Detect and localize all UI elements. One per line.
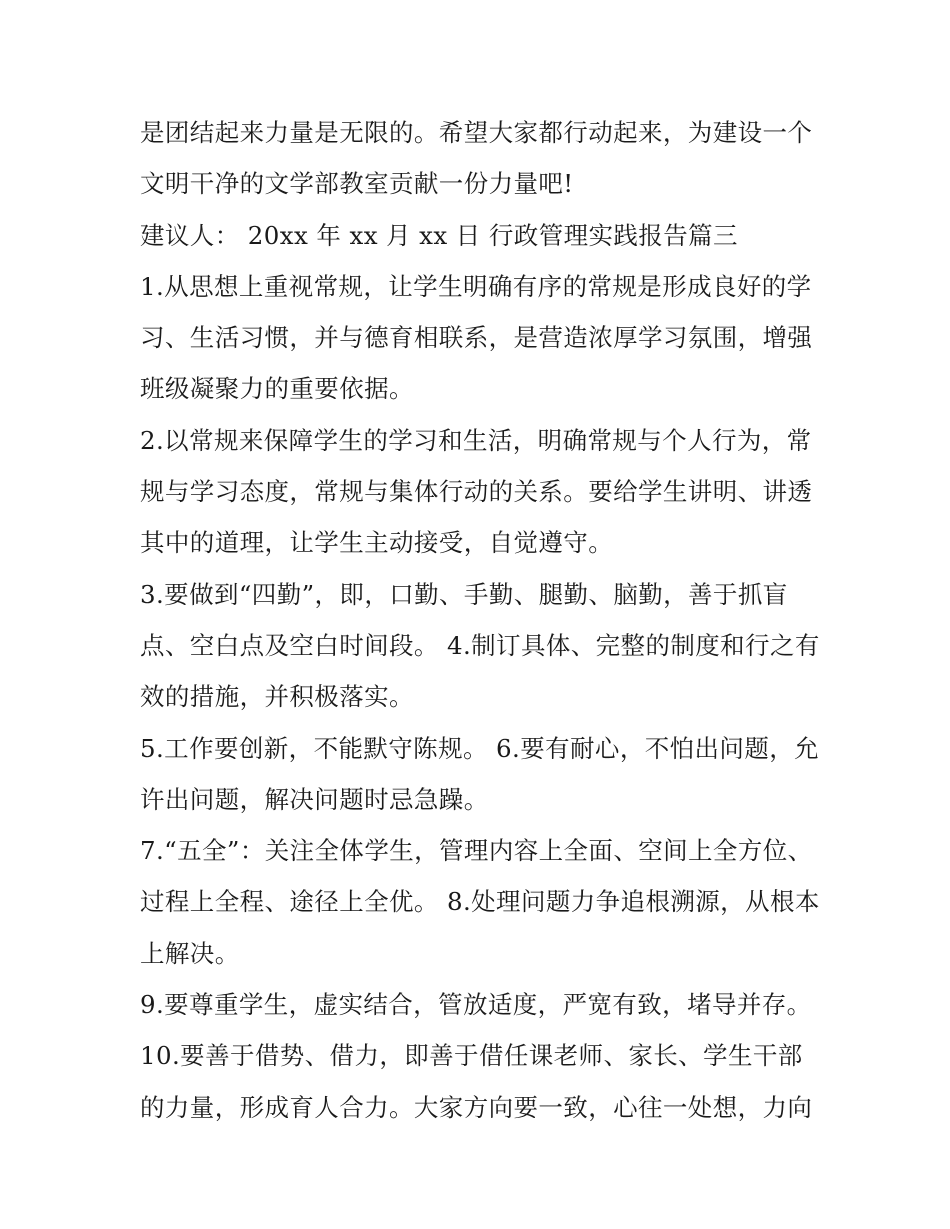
text-line: 2.以常规来保障学生的学习和生活，明确常规与个人行为，常 (140, 425, 812, 455)
text-line: 许出问题，解决问题时忌急躁。 (140, 784, 489, 814)
text-line: 9.要尊重学生，虚实结合，管放适度，严宽有致，堵导并存。 (140, 990, 812, 1020)
text-line: 过程上全程、途径上全优。 8.处理问题力争追根溯源，从根本 (140, 887, 820, 917)
text-line: 是团结起来力量是无限的。希望大家都行动起来，为建设一个 (140, 118, 813, 147)
text-line: 5.工作要创新，不能默守陈规。 6.要有耐心，不怕出问题，允 (140, 733, 820, 763)
document-body (140, 107, 820, 1133)
text-line: 班级凝聚力的重要依据。 (140, 374, 414, 404)
text-line: 上解决。 (140, 938, 240, 968)
text-line: 点、空白点及空白时间段。 4.制订具体、完整的制度和行之有 (140, 630, 820, 660)
text-line: 1.从思想上重视常规，让学生明确有序的常规是形成良好的学 (140, 271, 812, 301)
text-line: 效的措施，并积极落实。 (140, 682, 414, 712)
text-line: 7.“五全”：关注全体学生，管理内容上全面、空间上全方位、 (140, 836, 813, 866)
text-line: 习、生活习惯，并与德育相联系，是营造浓厚学习氛围，增强 (140, 323, 813, 353)
text-line: 文明干净的文学部教室贡献一份力量吧! (140, 169, 574, 199)
text-line: 建议人： 20xx 年 xx 月 xx 日 行政管理实践报告篇三 (140, 220, 738, 250)
text-line: 10.要善于借势、借力，即善于借任课老师、家长、学生干部 (140, 1041, 803, 1071)
text-line: 规与学习态度，常规与集体行动的关系。要给学生讲明、讲透 (140, 477, 813, 507)
text-line: 3.要做到“四勤”，即，口勤、手勤、腿勤、脑勤，善于抓盲 (140, 579, 788, 609)
text-line: 的力量，形成育人合力。大家方向要一致，心往一处想，力向 (140, 1092, 813, 1122)
text-line: 其中的道理，让学生主动接受，自觉遵守。 (140, 528, 614, 558)
